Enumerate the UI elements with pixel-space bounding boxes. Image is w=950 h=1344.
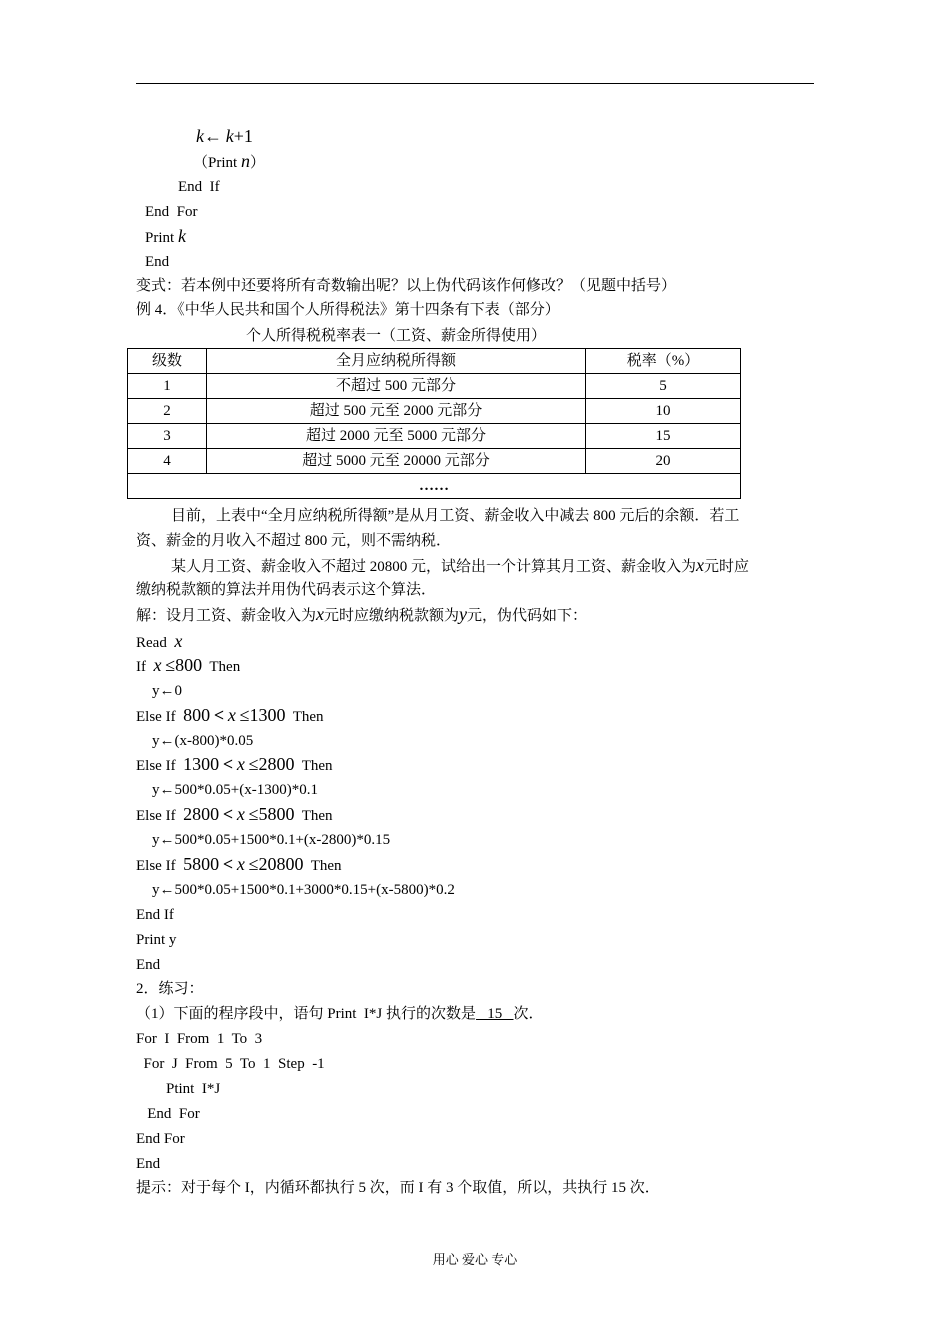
loop-line-2: For J From 5 To 1 Step -1 <box>136 1056 325 1072</box>
table-cell: 超过 500 元至 2000 元部分 <box>207 399 586 424</box>
loop-line-6: End <box>136 1156 161 1172</box>
loop-line-4: End For <box>136 1106 200 1122</box>
table-cell: 5 <box>586 374 741 399</box>
practice-heading: 2．练习： <box>136 981 204 997</box>
code-end-if: End If <box>136 907 174 923</box>
table-cell: 3 <box>128 424 207 449</box>
question-1-answer: 15 <box>476 1006 514 1022</box>
code-assign-5: y←500*0.05+1500*0.1+3000*0.15+(x-5800)*0.2 <box>152 882 455 898</box>
code-if: If x ≤800 Then <box>136 655 241 675</box>
table-cell: 1 <box>128 374 207 399</box>
loop-line-1: For I From 1 To 3 <box>136 1031 263 1047</box>
table-cell: 10 <box>586 399 741 424</box>
code-else-if-4: Else If 5800 < x ≤20800 Then <box>136 854 342 874</box>
table-cell: 20 <box>586 449 741 474</box>
code-assign-3: y←500*0.05+(x-1300)*0.1 <box>152 782 318 798</box>
tax-rate-table <box>127 348 741 499</box>
code-read: Read x <box>136 631 183 651</box>
code-line-end: End <box>145 254 170 270</box>
table-cell: 15 <box>586 424 741 449</box>
hint-text: 提示：对于每个 I，内循环都执行 5 次，而 I 有 3 个取值，所以，共执行 15 次． <box>136 1180 660 1196</box>
header-rule <box>136 83 814 84</box>
variant-text: 变式：若本例中还要将所有奇数输出呢？以上伪代码该作何修改？（见题中括号） <box>136 278 677 294</box>
table-cell: 4 <box>128 449 207 474</box>
table-ellipsis: …… <box>128 474 741 499</box>
table-cell: 不超过 500 元部分 <box>207 374 586 399</box>
table-title: 个人所得税税率表一（工资、薪金所得使用） <box>246 328 547 344</box>
solution-intro: 解：设月工资、薪金收入为x元时应缴纳税款额为y元，伪代码如下： <box>136 604 588 624</box>
table-cell: 超过 2000 元至 5000 元部分 <box>207 424 586 449</box>
code-end: End <box>136 957 161 973</box>
code-assign-2: y←(x-800)*0.05 <box>152 733 254 749</box>
table-row <box>128 449 741 474</box>
code-else-if-3: Else If 2800 < x ≤5800 Then <box>136 804 333 824</box>
code-assign-1: y←0 <box>152 683 182 699</box>
code-line-increment: k← k+1 <box>196 126 253 146</box>
table-cell: 超过 5000 元至 20000 元部分 <box>207 449 586 474</box>
loop-line-5: End For <box>136 1131 185 1147</box>
header-income: 全月应纳税所得额 <box>207 349 586 374</box>
table-header-row <box>128 349 741 374</box>
code-assign-4: y←500*0.05+1500*0.1+(x-2800)*0.15 <box>152 832 391 848</box>
code-line-end-for: End For <box>145 204 198 220</box>
question-1: （1）下面的程序段中，语句 Print I*J 执行的次数是 15 次． <box>136 1006 544 1022</box>
code-line-end-if: End If <box>178 179 220 195</box>
table-cell: 2 <box>128 399 207 424</box>
table-row <box>128 374 741 399</box>
header-rate: 税率（%） <box>586 349 741 374</box>
code-else-if-1: Else If 800 < x ≤1300 Then <box>136 705 324 725</box>
header-level: 级数 <box>128 349 207 374</box>
table-ellipsis-row <box>128 474 741 499</box>
table-row <box>128 399 741 424</box>
paragraph-2-line-1: 某人月工资、薪金收入不超过 20800 元，试给出一个计算其月工资、薪金收入为x元时应 <box>171 555 750 575</box>
paragraph-1-line-1: 目前，上表中“全月应纳税所得额”是从月工资、薪金收入中减去 800 元后的余额．若工 <box>171 508 740 524</box>
code-line-print-k: Print k <box>145 226 186 246</box>
code-line-print-n: （Print n） <box>193 151 265 171</box>
example-4-text: 例 4．《中华人民共和国个人所得税法》第十四条有下表（部分） <box>136 302 560 318</box>
table-row <box>128 424 741 449</box>
page-footer: 用心 爱心 专心 <box>432 1252 518 1267</box>
code-print-y: Print y <box>136 932 177 948</box>
code-else-if-2: Else If 1300 < x ≤2800 Then <box>136 754 333 774</box>
loop-line-3: Ptint I*J <box>136 1081 221 1097</box>
paragraph-2-line-2: 缴纳税款额的算法并用伪代码表示这个算法． <box>136 582 437 598</box>
paragraph-1-line-2: 资、薪金的月收入不超过 800 元，则不需纳税． <box>136 533 452 549</box>
